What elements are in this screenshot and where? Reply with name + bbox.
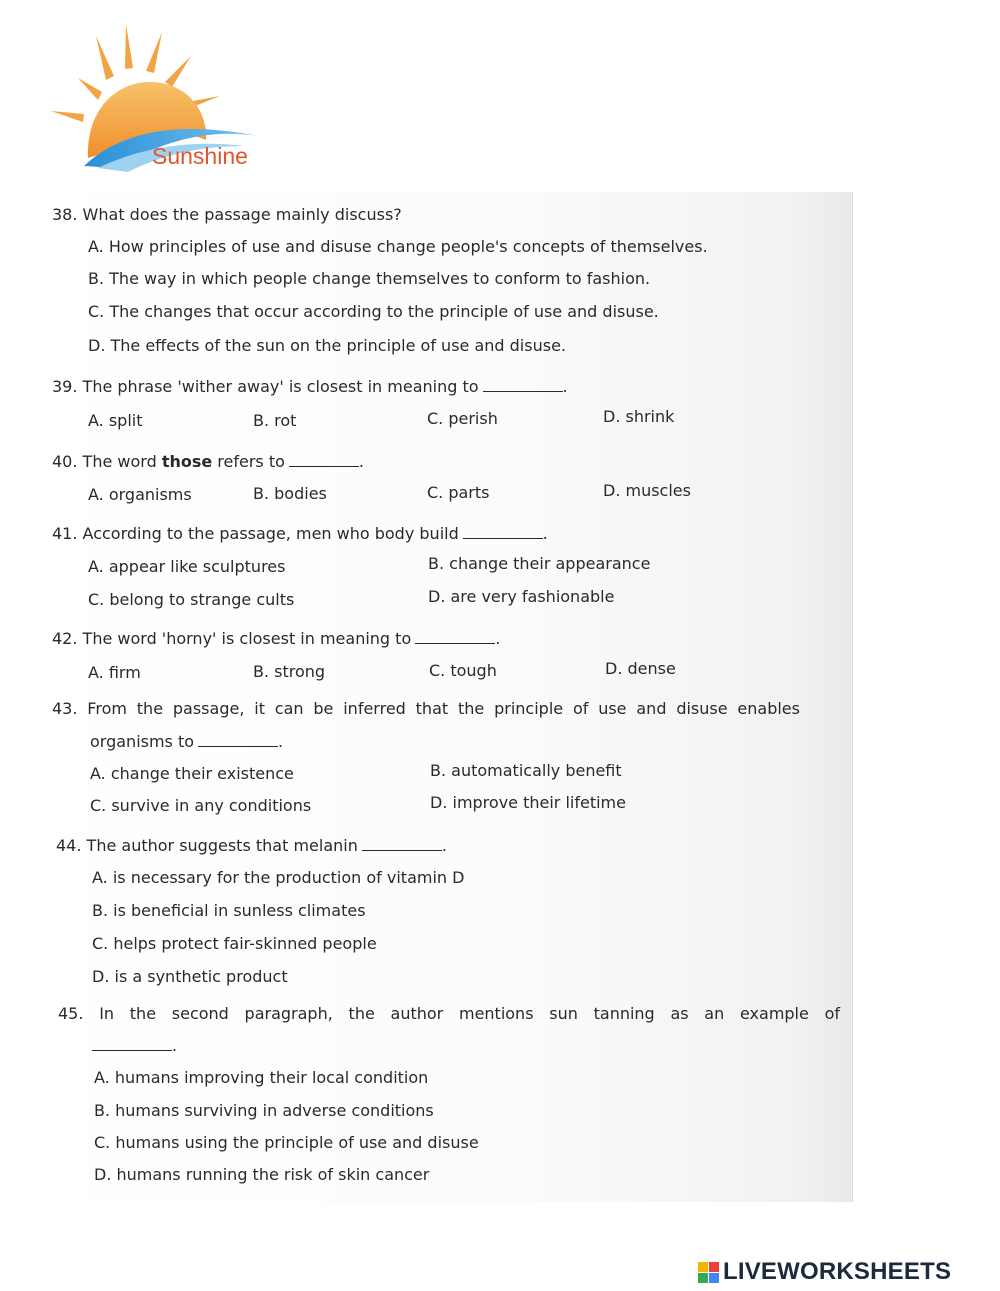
question-45-continuation: .: [92, 1036, 177, 1056]
option-43a[interactable]: A. change their existence: [90, 764, 294, 783]
brand-name: Sunshine: [152, 143, 248, 169]
option-41c[interactable]: C. belong to strange cults: [88, 590, 295, 609]
question-stem: According to the passage, men who body build: [82, 524, 459, 543]
option-40a[interactable]: A. organisms: [88, 485, 192, 504]
question-number: 44.: [56, 836, 82, 855]
option-39b[interactable]: B. rot: [253, 411, 297, 430]
question-number: 43.: [52, 699, 78, 718]
question-43: [52, 699, 800, 719]
referenced-word: those: [161, 452, 213, 471]
option-40b[interactable]: B. bodies: [253, 484, 327, 503]
option-41d[interactable]: D. are very fashionable: [428, 587, 615, 606]
option-38b[interactable]: B. The way in which people change themselves to conform to fashion.: [88, 269, 651, 288]
answer-blank[interactable]: [289, 452, 359, 467]
option-44a[interactable]: A. is necessary for the production of vitamin D: [92, 868, 465, 887]
question-42: 42. The word 'horny' is closest in meaning to .: [52, 629, 501, 648]
question-41: 41. According to the passage, men who body build .: [52, 524, 548, 543]
question-stem: The author suggests that melanin: [86, 836, 358, 855]
option-41a[interactable]: A. appear like sculptures: [88, 557, 286, 576]
option-42a[interactable]: A. firm: [88, 663, 141, 682]
question-stem: From the passage, it can be inferred that the principle of use and disuse enables: [87, 699, 800, 718]
option-40c[interactable]: C. parts: [427, 483, 490, 502]
option-45d[interactable]: D. humans running the risk of skin cancer: [94, 1165, 430, 1184]
option-42c[interactable]: C. tough: [429, 661, 497, 680]
answer-blank[interactable]: [198, 732, 278, 747]
option-38d[interactable]: D. The effects of the sun on the principle of use and disuse.: [88, 336, 566, 355]
question-45: [58, 1004, 840, 1024]
answer-blank[interactable]: [415, 629, 495, 644]
answer-blank[interactable]: [463, 524, 543, 539]
option-39d[interactable]: D. shrink: [603, 407, 675, 426]
answer-blank[interactable]: [92, 1036, 172, 1051]
option-39c[interactable]: C. perish: [427, 409, 498, 428]
option-40d[interactable]: D. muscles: [603, 481, 691, 500]
option-45b[interactable]: B. humans surviving in adverse conditions: [94, 1101, 434, 1120]
option-45c[interactable]: C. humans using the principle of use and disuse: [94, 1133, 479, 1152]
option-45a[interactable]: A. humans improving their local condition: [94, 1068, 429, 1087]
question-40: 40. The word those refers to .: [52, 452, 365, 471]
question-44: 44. The author suggests that melanin .: [56, 836, 447, 855]
question-number: 40.: [52, 452, 78, 471]
option-41b[interactable]: B. change their appearance: [428, 554, 651, 573]
option-38a[interactable]: A. How principles of use and disuse change people's concepts of themselves.: [88, 237, 708, 256]
question-stem: In the second paragraph, the author mentions sun tanning as an example of: [99, 1004, 840, 1023]
option-42d[interactable]: D. dense: [605, 659, 676, 678]
question-number: 39.: [52, 377, 78, 396]
question-number: 45.: [58, 1004, 84, 1023]
question-number: 42.: [52, 629, 78, 648]
question-38: [52, 205, 402, 225]
question-39: 39. The phrase 'wither away' is closest in meaning to .: [52, 377, 568, 396]
option-39a[interactable]: A. split: [88, 411, 143, 430]
option-38c[interactable]: C. The changes that occur according to the principle of use and disuse.: [88, 302, 659, 321]
answer-blank[interactable]: [362, 836, 442, 851]
question-stem: What does the passage mainly discuss?: [82, 205, 402, 224]
question-number: 38.: [52, 205, 78, 224]
option-43b[interactable]: B. automatically benefit: [430, 761, 622, 780]
option-43c[interactable]: C. survive in any conditions: [90, 796, 312, 815]
option-44b[interactable]: B. is beneficial in sunless climates: [92, 901, 366, 920]
option-43d[interactable]: D. improve their lifetime: [430, 793, 626, 812]
option-42b[interactable]: B. strong: [253, 662, 326, 681]
question-43-continuation: organisms to .: [90, 732, 284, 751]
liveworksheets-wordmark: LIVEWORKSHEETS: [723, 1258, 952, 1285]
question-stem: The word 'horny' is closest in meaning to: [82, 629, 412, 648]
option-44d[interactable]: D. is a synthetic product: [92, 967, 288, 986]
answer-blank[interactable]: [483, 377, 563, 392]
question-number: 41.: [52, 524, 78, 543]
liveworksheets-icon: [698, 1262, 719, 1283]
option-44c[interactable]: C. helps protect fair-skinned people: [92, 934, 377, 953]
liveworksheets-logo[interactable]: [698, 1258, 951, 1286]
question-stem: The phrase 'wither away' is closest in meaning to: [82, 377, 479, 396]
